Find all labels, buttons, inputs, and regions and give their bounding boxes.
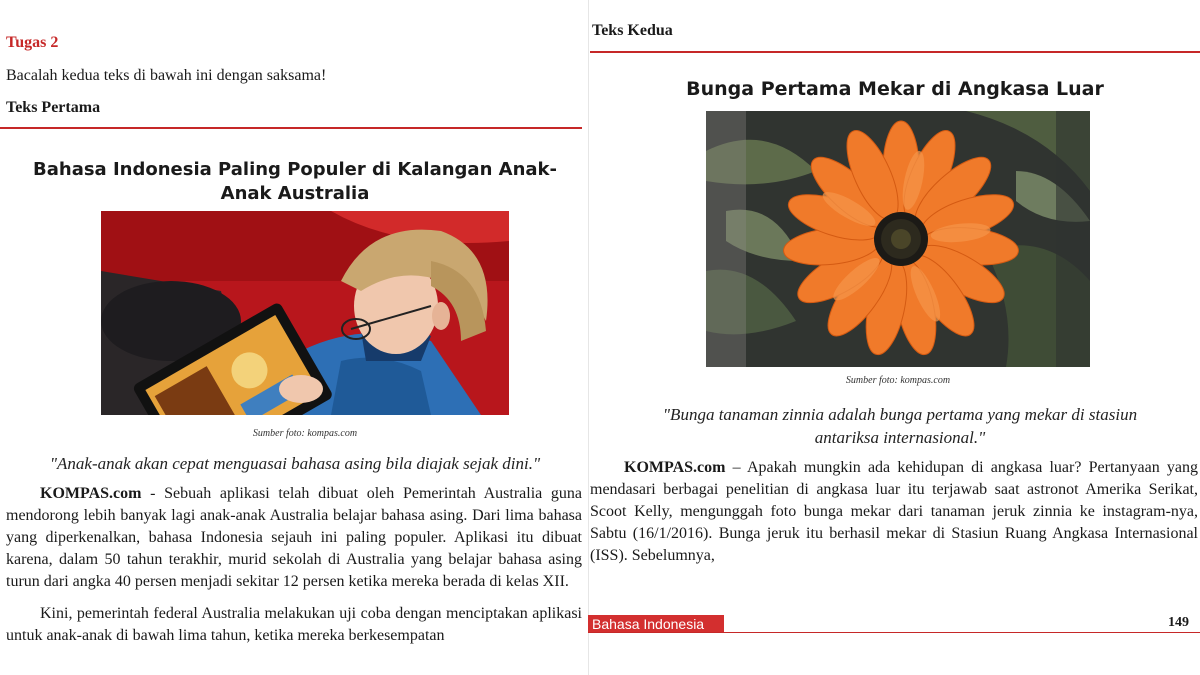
article-title-left: Bahasa Indonesia Paling Populer di Kalangan Anak-Anak Australia: [33, 159, 557, 204]
photo-source-right: Sumber foto: kompas.com: [845, 375, 951, 386]
paragraph-1-text: - Sebuah aplikasi telah dibuat oleh Pemerintah Australia guna mendorong lebih banyak lagi anak-anak Australia belajar bahasa asing. Dari lima bahasa yang diperkenalkan, bahasa Indonesia sejauh ini paling populer. Aplikasi itu dibuat karena, dalam 50 tahun terakhir, murid sekolah di Australia yang belajar bahasa asing turun dari angka 40 persen menjadi sekitar 12 persen ketika mereka berada di kelas XII.: [6, 485, 582, 590]
boy-tablet-photo: [101, 211, 509, 415]
source-kompas-right: KOMPAS.com: [624, 459, 726, 476]
section-underline-right: [590, 51, 1200, 53]
page-divider: [588, 0, 589, 675]
article-title-right: Bunga Pertama Mekar di Angkasa Luar: [686, 78, 1104, 100]
task-label: Tugas 2: [6, 34, 59, 51]
article-body-left: [6, 483, 582, 647]
source-kompas-left: KOMPAS.com: [40, 485, 142, 502]
page-number: 149: [1168, 615, 1189, 630]
paragraph-2: Kini, pemerintah federal Australia melakukan uji coba dengan menciptakan aplikasi untuk anak-anak di bawah lima tahun, ketika mereka berkesempatan: [6, 605, 582, 644]
footer-book-tag: Bahasa Indonesia: [588, 615, 724, 633]
paragraph-right: [590, 457, 1198, 567]
section-underline: [0, 127, 582, 129]
quote-left: "Anak-anak akan cepat menguasai bahasa asing bila diajak sejak dini.": [49, 454, 541, 473]
photo-source-left: Sumber foto: kompas.com: [252, 428, 358, 439]
quote-right: "Bunga tanaman zinnia adalah bunga pertama yang mekar di stasiun antariksa internasional.": [662, 405, 1138, 447]
paragraph-1: [6, 483, 582, 593]
zinnia-flower-photo: [706, 111, 1090, 367]
section-label-teks-kedua: Teks Kedua: [592, 22, 673, 39]
section-label-teks-pertama: Teks Pertama: [6, 99, 101, 116]
paragraph-right-text: – Apakah mungkin ada kehidupan di angkasa luar? Pertanyaan yang mendasari berbagai penelitian di angkasa luar itu terjawab saat astronot Amerika Serikat, Scoot Kelly, mengunggah foto bunga mekar dari tanaman jeruk zinnia ke instagram-nya, Sabtu (16/1/2016). Bunga jeruk itu berhasil mekar di Stasiun Ruang Angkasa Internasional (ISS). Sebelumnya,: [590, 459, 1198, 564]
instruction-text: Bacalah kedua teks di bawah ini dengan saksama!: [6, 67, 327, 84]
footer-line: [588, 632, 1200, 633]
article-body-right: [590, 457, 1198, 567]
